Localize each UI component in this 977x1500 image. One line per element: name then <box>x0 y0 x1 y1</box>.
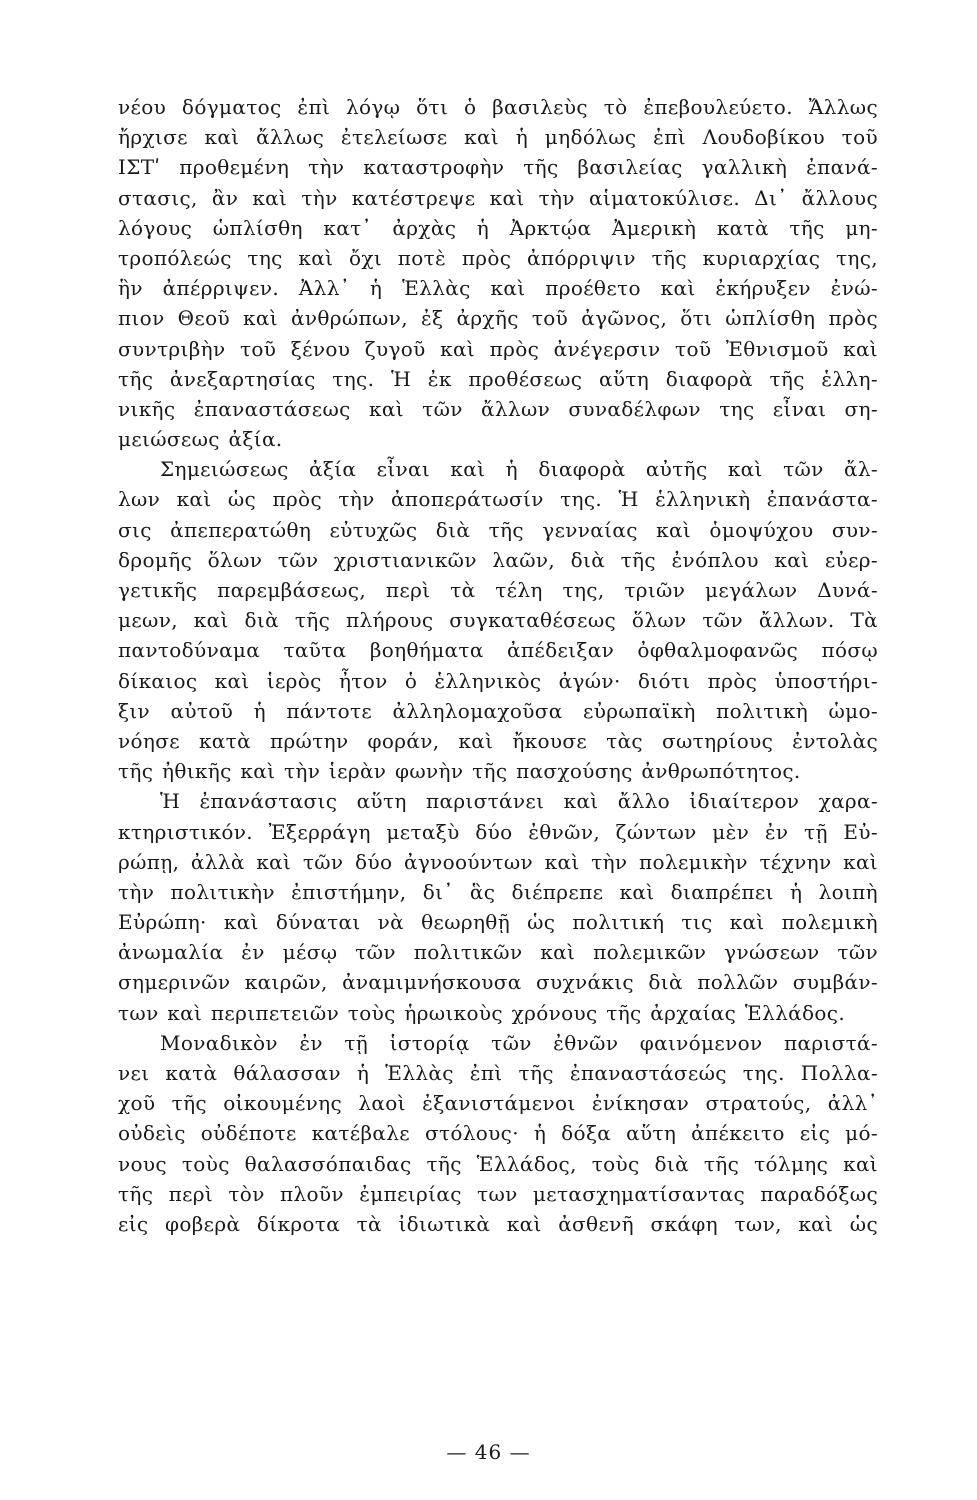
text-line: οὐδεὶς οὐδέποτε κατέβαλε στόλους· ἡ δόξα αὕτη ἀπέκειτο εἰς μό- <box>118 1121 878 1146</box>
text-line: τῆς ἀνεξαρτησίας της. Ἡ ἐκ προθέσεως αὕτη διαφορὰ τῆς ἑλλη- <box>118 366 878 391</box>
text-line: νικῆς ἐπαναστάσεως καὶ τῶν ἄλλων συναδέλφων της εἶναι ση- <box>118 396 878 421</box>
body-text <box>118 92 878 1239</box>
text-line: χοῦ τῆς οἰκουμένης λαοὶ ἐξανιστάμενοι ἐνίκησαν στρατούς, ἀλλ᾽ <box>118 1091 878 1116</box>
text-line: λόγους ὡπλίσθη κατ᾽ ἀρχὰς ἡ Ἀρκτῴα Ἀμερικὴ κατὰ τῆς μη- <box>118 215 878 240</box>
text-line: ἣν ἀπέρριψεν. Ἀλλ᾽ ἡ Ἑλλὰς καὶ προέθετο καὶ ἐκήρυξεν ἐνώ- <box>118 276 878 301</box>
text-line: μεων, καὶ διὰ τῆς πλήρους συγκαταθέσεως ὅλων τῶν ἄλλων. Τὰ <box>118 608 878 633</box>
paragraph-start-line: Μοναδικὸν ἐν τῇ ἱστορίᾳ τῶν ἐθνῶν φαινόμενον παριστά- <box>160 1030 878 1055</box>
text-line: ΙΣΤʹ προθεμένη τὴν καταστροφὴν τῆς βασιλείας γαλλικὴ ἐπανά- <box>118 155 878 180</box>
paragraph-start-line: Ἡ ἐπανάστασις αὕτη παριστάνει καὶ ἄλλο ἰδιαίτερον χαρα- <box>160 789 878 814</box>
text-line: μειώσεως ἀξία. <box>118 427 283 452</box>
text-line: σημερινῶν καιρῶν, ἀναμιμνήσκουσα συχνάκις διὰ πολλῶν συμβάν- <box>118 970 878 995</box>
text-line: ἀνωμαλία ἐν μέσῳ τῶν πολιτικῶν καὶ πολεμικῶν γνώσεων τῶν <box>118 940 878 965</box>
text-line: ρώπῃ, ἀλλὰ καὶ τῶν δύο ἀγνοούντων καὶ τὴν πολεμικὴν τέχνην καὶ <box>118 849 878 874</box>
text-line: παντοδύναμα ταῦτα βοηθήματα ἀπέδειξαν ὀφθαλμοφανῶς πόσῳ <box>118 638 878 663</box>
text-line: δρομῆς ὅλων τῶν χριστιανικῶν λαῶν, διὰ τῆς ἐνόπλου καὶ εὐερ- <box>118 547 878 572</box>
text-line: τὴν πολιτικὴν ἐπιστήμην, δι᾽ ἃς διέπρεπε καὶ διαπρέπει ἡ λοιπὴ <box>118 879 878 904</box>
text-line: νους τοὺς θαλασσόπαιδας τῆς Ἑλλάδος, τοὺς διὰ τῆς τόλμης καὶ <box>118 1151 878 1176</box>
text-line: τροπόλεώς της καὶ ὄχι ποτὲ πρὸς ἀπόρριψιν τῆς κυριαρχίας της, <box>118 245 878 270</box>
text-line: νει κατὰ θάλασσαν ἡ Ἑλλὰς ἐπὶ τῆς ἐπαναστάσεώς της. Πολλα- <box>118 1061 878 1085</box>
paragraph-start-line: Σημειώσεως ἀξία εἶναι καὶ ἡ διαφορὰ αὐτῆς καὶ τῶν ἄλ- <box>160 457 878 482</box>
text-line: νόησε κατὰ πρώτην φοράν, καὶ ἤκουσε τὰς σωτηρίους ἐντολὰς <box>118 728 878 753</box>
text-line: γετικῆς παρεμβάσεως, περὶ τὰ τέλη της, τριῶν μεγάλων Δυνά- <box>118 578 878 602</box>
text-line: πιον Θεοῦ καὶ ἀνθρώπων, ἐξ ἀρχῆς τοῦ ἀγῶνος, ὅτι ὡπλίσθη πρὸς <box>118 306 878 331</box>
text-line: Εὐρώπη· καὶ δύναται νὰ θεωρηθῇ ὡς πολιτική τις καὶ πολεμικὴ <box>118 910 878 935</box>
text-line: στασις, ἂν καὶ τὴν κατέστρεψε καὶ τὴν αἱματοκύλισε. Δι᾽ ἄλλους <box>118 185 878 210</box>
text-line: κτηριστικόν. Ἐξερράγη μεταξὺ δύο ἐθνῶν, ζώντων μὲν ἐν τῇ Εὐ- <box>118 819 878 844</box>
page-number: — 46 — <box>446 1440 531 1464</box>
text-line: των καὶ περιπετειῶν τοὺς ἡρωικοὺς χρόνους τῆς ἀρχαίας Ἑλλάδος. <box>118 1000 846 1025</box>
text-line: συντριβὴν τοῦ ξένου ζυγοῦ καὶ πρὸς ἀνέγερσιν τοῦ Ἐθνισμοῦ καὶ <box>118 336 878 361</box>
text-line: εἰς φοβερὰ δίκροτα τὰ ἰδιωτικὰ καὶ ἀσθενῆ σκάφη των, καὶ ὡς <box>118 1211 878 1236</box>
text-line: τῆς ἠθικῆς καὶ τὴν ἱερὰν φωνὴν τῆς πασχούσης ἀνθρωπότητος. <box>118 759 801 784</box>
text-line: λων καὶ ὡς πρὸς τὴν ἀποπεράτωσίν της. Ἡ ἑλληνικὴ ἐπανάστα- <box>118 487 878 512</box>
text-line: σις ἀπεπερατώθη εὐτυχῶς διὰ τῆς γενναίας καὶ ὁμοψύχου συν- <box>118 517 878 542</box>
text-line: δίκαιος καὶ ἱερὸς ἦτον ὁ ἑλληνικὸς ἀγών· διότι πρὸς ὑποστήρι- <box>118 668 878 693</box>
text-line: ξιν αὐτοῦ ἡ πάντοτε ἀλληλομαχοῦσα εὐρωπαϊκὴ πολιτικὴ ὡμο- <box>118 698 878 723</box>
text-line: τῆς περὶ τὸν πλοῦν ἐμπειρίας των μετασχηματίσαντας παραδόξως <box>118 1181 878 1206</box>
text-line: ἤρχισε καὶ ἄλλως ἐτελείωσε καὶ ἡ μηδόλως ἐπὶ Λουδοβίκου τοῦ <box>118 125 878 150</box>
text-line: νέου δόγματος ἐπὶ λόγῳ ὅτι ὁ βασιλεὺς τὸ ἐπεβουλεύετο. Ἄλλως <box>118 95 878 119</box>
